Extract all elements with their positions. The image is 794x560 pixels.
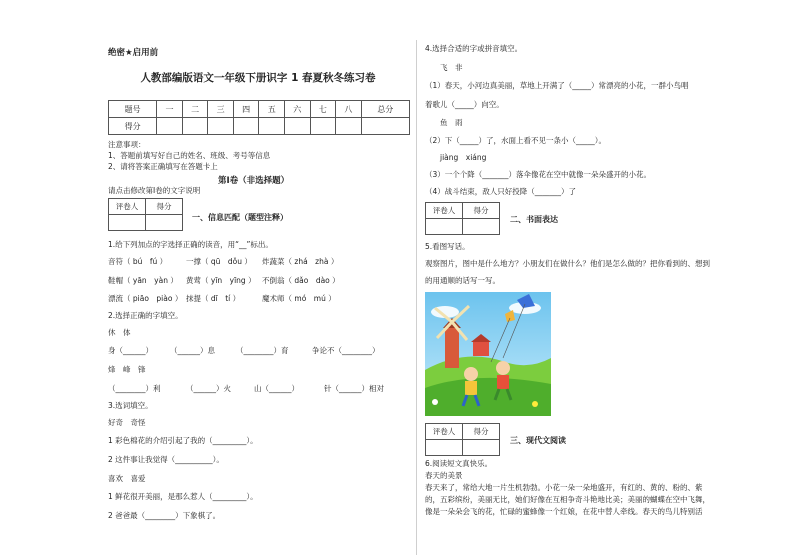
pinyin-item[interactable]: 黄莺（ yīn yīng ） (186, 276, 256, 285)
word-pair: 喜欢 喜爱 (108, 474, 146, 483)
score-table (108, 100, 410, 135)
pinyin-item[interactable]: 音符（ bú fú ） (108, 257, 168, 266)
grader-input-cell[interactable] (426, 219, 463, 235)
pinyin-item[interactable]: 一撑（ qū dǒu ） (186, 257, 252, 266)
blank-item[interactable]: 争论不（________） (312, 346, 380, 355)
section-title: 二、书面表达 (510, 215, 558, 224)
notes-item: 1、答题前填写好自己的姓名、班级、考号等信息 (108, 151, 271, 160)
grader-table (108, 198, 183, 231)
blank-item[interactable]: 身（______） (108, 346, 153, 355)
score-table-score-row (109, 118, 410, 135)
question-title: 1.给下列加点的字选择正确的读音，用“__”标出。 (108, 240, 273, 249)
char-pair: 飞 非 (440, 63, 463, 72)
score-input-cell[interactable] (182, 118, 208, 135)
pinyin-item[interactable]: 抹提（ dī tí ） (186, 294, 241, 303)
pinyin-item[interactable]: 鞋帽（ yān yàn ） (108, 276, 178, 285)
blank-item[interactable]: 1 鲜花很开美丽，是那么惹人（_________）。 (108, 492, 258, 501)
grader-table (425, 202, 500, 235)
blank-item[interactable]: 山（______） (254, 384, 299, 393)
blank-item[interactable]: （______）火 (186, 384, 231, 393)
grader-label: 评卷人 (426, 203, 463, 219)
score-cell: 总分 (361, 101, 409, 118)
passage-title: 春天的美景 (425, 471, 463, 480)
pinyin-pair: jiàng xiáng (440, 153, 487, 162)
score-cell: 三 (208, 101, 234, 118)
passage-line: 像是一朵朵会飞的花，忙碌的蜜蜂像一个红娘，在花中替人牵线。春天的鸟儿特别活 (425, 507, 703, 516)
section-title: 三、现代文阅读 (510, 436, 566, 445)
score-cell: 二 (182, 101, 208, 118)
grader-label: 得分 (463, 424, 500, 440)
question-title: 4.选择合适的字或拼音填空。 (425, 44, 523, 53)
grader-table (425, 423, 500, 456)
pinyin-item[interactable]: 魔术师（ mó mú ） (262, 294, 336, 303)
pinyin-item[interactable]: 漂流（ piāo piào ） (108, 294, 183, 303)
score-cell: 八 (336, 101, 362, 118)
score-input-cell[interactable] (361, 118, 409, 135)
score-cell: 五 (259, 101, 285, 118)
question-title: 3.选词填空。 (108, 401, 153, 410)
volume-hint: 请点击修改第Ⅰ卷的文字说明 (108, 186, 201, 195)
score-table-header-row (109, 101, 410, 118)
score-input-cell[interactable] (233, 118, 259, 135)
notes-item: 2、请将答案正确填写在答题卡上 (108, 162, 218, 171)
grader-label: 得分 (463, 203, 500, 219)
score-cell: 一 (157, 101, 183, 118)
blank-item[interactable]: （3）一个个降（_______）落伞像花在空中就像一朵朵盛开的小花。 (425, 170, 652, 179)
blank-item[interactable]: 1 彩色棉花的介绍引起了我的（_________）。 (108, 436, 258, 445)
blank-item[interactable]: （1）春天，小河边真美丽，草地上开满了（_____）常漂亮的小花，一群小鸟唱 (425, 81, 689, 90)
blank-item[interactable]: （________）育 (236, 346, 289, 355)
score-cell: 七 (310, 101, 336, 118)
grader-label: 得分 (146, 199, 183, 215)
grader-input-cell[interactable] (146, 215, 183, 231)
score-input-cell[interactable] (310, 118, 336, 135)
grader-input-cell[interactable] (426, 440, 463, 456)
grader-label: 评卷人 (426, 424, 463, 440)
score-cell: 题号 (109, 101, 157, 118)
blank-item[interactable]: 针（______）相对 (324, 384, 384, 393)
volume-title: 第Ⅰ卷（非选择题） (218, 176, 290, 186)
question-title: 2.选择正确的字填空。 (108, 311, 183, 320)
kite-picture (425, 292, 551, 416)
score-cell: 六 (285, 101, 311, 118)
passage-line: 春天来了，常给大地一片生机勃勃。小花一朵一朵地盛开，有红的、黄的、粉的、紫 (425, 483, 703, 492)
score-cell: 四 (233, 101, 259, 118)
grader-input-cell[interactable] (463, 219, 500, 235)
section-title: 一、信息匹配（题型注释） (192, 213, 288, 222)
blank-item[interactable]: 2 这件事让我觉得（__________）。 (108, 455, 224, 464)
blank-item[interactable]: 2 爸爸最（________）下象棋了。 (108, 511, 221, 520)
char-pair: 鱼 雨 (440, 118, 463, 127)
column-divider (416, 40, 417, 555)
blank-item[interactable]: （________）利 (108, 384, 161, 393)
word-pair: 好奇 奇怪 (108, 418, 146, 427)
page-title: 人教部编版语文一年级下册识字 1 春夏秋冬练习卷 (140, 72, 376, 84)
grader-label: 评卷人 (109, 199, 146, 215)
char-pair: 休 体 (108, 328, 131, 337)
blank-item[interactable]: （______）息 (170, 346, 215, 355)
grader-input-cell[interactable] (463, 440, 500, 456)
question-text: 的用通顺的话写一写。 (425, 276, 500, 285)
notes-heading: 注意事项： (108, 140, 146, 149)
pinyin-item[interactable]: 不倒翁（ dǎo dào ） (262, 276, 340, 285)
score-input-cell[interactable] (285, 118, 311, 135)
secret-label: 绝密★启用前 (108, 48, 159, 58)
kite-illustration (425, 292, 551, 416)
question-text: 观察图片，图中是什么地方？小朋友们在做什么？他们是怎么做的？把你看到的、想到 (425, 259, 710, 268)
score-input-cell[interactable] (157, 118, 183, 135)
blank-item[interactable]: （4）战斗结束，敌人只好投降（_______）了 (425, 187, 577, 196)
grader-input-cell[interactable] (109, 215, 146, 231)
score-row-label: 得分 (109, 118, 157, 135)
blank-item[interactable]: 着歌儿（_____）向空。 (425, 100, 504, 109)
char-pair: 烽 峰 锋 (108, 365, 146, 374)
passage-line: 的，五彩缤纷，美丽无比，她们好像在互相争奇斗艳地比美；美丽的蝴蝶在空中飞舞， (425, 495, 710, 504)
question-title: 5.看图写话。 (425, 242, 470, 251)
question-title: 6.阅读短文真快乐。 (425, 459, 493, 468)
score-input-cell[interactable] (208, 118, 234, 135)
score-input-cell[interactable] (336, 118, 362, 135)
blank-item[interactable]: （2）下（_____）了，水面上看不见一条小（_____）。 (425, 136, 607, 145)
score-input-cell[interactable] (259, 118, 285, 135)
pinyin-item[interactable]: 炸蔬菜（ zhá zhà ） (262, 257, 339, 266)
